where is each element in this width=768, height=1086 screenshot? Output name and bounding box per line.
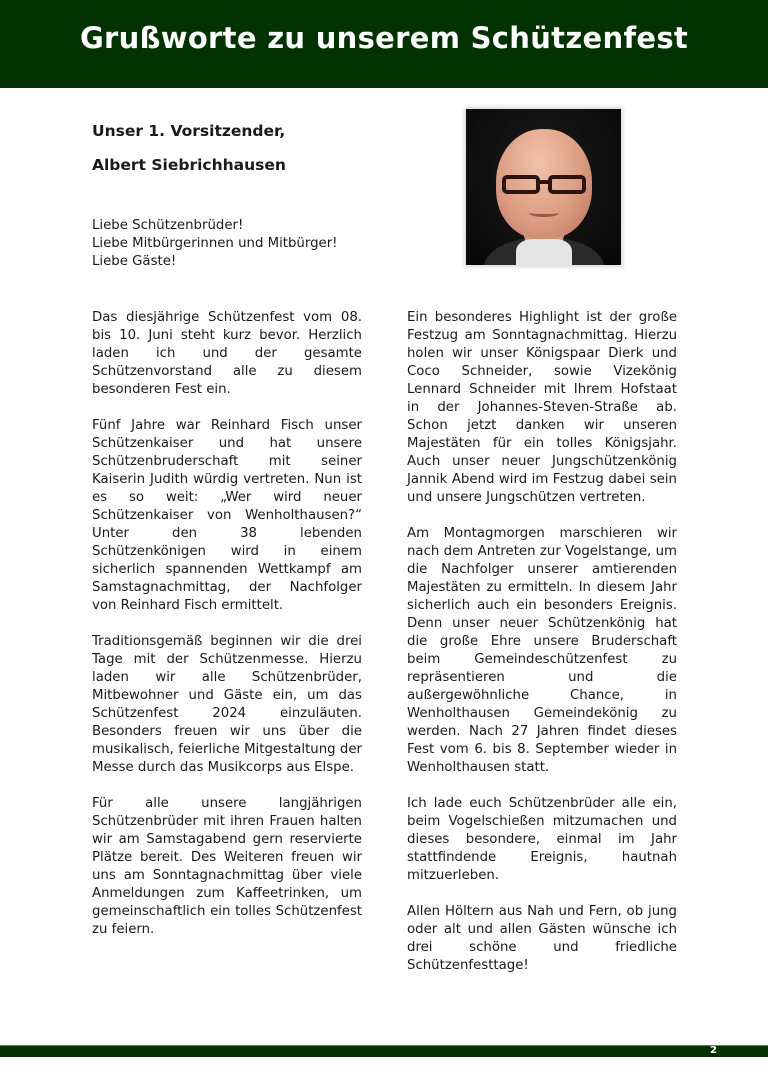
salutation-line: Liebe Schützenbrüder! (92, 218, 244, 233)
glasses-lens-right (548, 175, 586, 194)
page-header (0, 0, 768, 88)
paragraph: Fünf Jahre war Reinhard Fisch unser Schützenkaiser und hat unsere Schützenbruderschaft mit seiner Kaiserin Judith würdig vertreten. Nun ist es so weit: „Wer wird neuer Schützenkaiser von Wenholthausen?“ Unter den 38 lebenden Schützenkönigen wird in einem sicherlich spannenden Wettkampf am Samstagnachmittag, der Nachfolger von Reinhard Fisch ermittelt. (92, 418, 362, 613)
paragraph: Am Montagmorgen marschieren wir nach dem Antreten zur Vogelstange, um die Nachfolger unserer amtierenden Majestäten zu ermitteln. In diesem Jahr sicherlich auch ein besonders Ereignis. Denn unser neuer Schützenkönig hat die große Ehre unsere Bruderschaft beim Gemeindeschützenfest zu repräsentieren und die außergewöhnliche Chance, in Wenholthausen Gemeindekönig zu werden. Nach 27 Jahren findet dieses Fest vom 6. bis 8. September wieder in Wenholthausen statt. (407, 526, 677, 775)
portrait-photo (466, 109, 621, 265)
left-column (92, 309, 362, 957)
glasses-lens-left (502, 175, 540, 194)
speaker-name: Albert Siebrichhausen (92, 156, 286, 174)
photo-glasses (498, 175, 590, 195)
paragraph: Ein besonderes Highlight ist der große Festzug am Sonntagnachmittag. Hierzu holen wir unser Königspaar Dierk und Coco Schneider, sowie Vizekönig Lennard Schneider mit Ihrem Hofstaat in der Johannes-Steven-Straße ab. Schon jetzt danken wir unseren Majestäten für ein tolles Königsjahr. Auch unser neuer Jungschützenkönig Jannik Abend wird im Festzug dabei sein und unsere Jungschützen vertreten. (407, 310, 677, 505)
footer-bar (0, 1045, 768, 1057)
page-title: Grußworte zu unserem Schützenfest (79, 21, 689, 55)
paragraph: Traditionsgemäß beginnen wir die drei Tage mit der Schützenmesse. Hierzu laden wir alle Schützenbrüder, Mitbewohner und Gäste ein, um das Schützenfest 2024 einzuläuten. Besonders freuen wir uns über die musikalisch, feierliche Mitgestaltung der Messe durch das Musikcorps aus Elspe. (92, 634, 362, 775)
right-column (407, 309, 677, 993)
paragraph: Für alle unsere langjährigen Schützenbrüder mit ihren Frauen halten wir am Samstagabend gern reservierte Plätze bereit. Des Weiteren freuen wir uns am Sonntagnachmittag über viele Anmeldungen zum Kaffeetrinken, um gemeinschaftlich ein tolles Schützenfest zu feiern. (92, 796, 362, 937)
salutation-line: Liebe Mitbürgerinnen und Mitbürger! (92, 236, 338, 251)
speaker-role: Unser 1. Vorsitzender, (92, 122, 286, 140)
photo-shirt (516, 239, 572, 265)
page-number: 2 (710, 1045, 717, 1056)
salutations (92, 217, 338, 271)
paragraph: Das diesjährige Schützenfest vom 08. bis 10. Juni steht kurz bevor. Herzlich laden ich und der gesamte Schützenvorstand alle zu diesem besonderen Fest ein. (92, 310, 362, 397)
paragraph: Ich lade euch Schützenbrüder alle ein, beim Vogelschießen mitzumachen und dieses besondere, einmal im Jahr stattfindende Ereignis, hautnah mitzuerleben. (407, 796, 677, 883)
salutation-line: Liebe Gäste! (92, 254, 177, 269)
paragraph: Allen Höltern aus Nah und Fern, ob jung oder alt und allen Gästen wünsche ich drei schöne und friedliche Schützenfesttage! (407, 904, 677, 973)
photo-smile (529, 209, 559, 217)
